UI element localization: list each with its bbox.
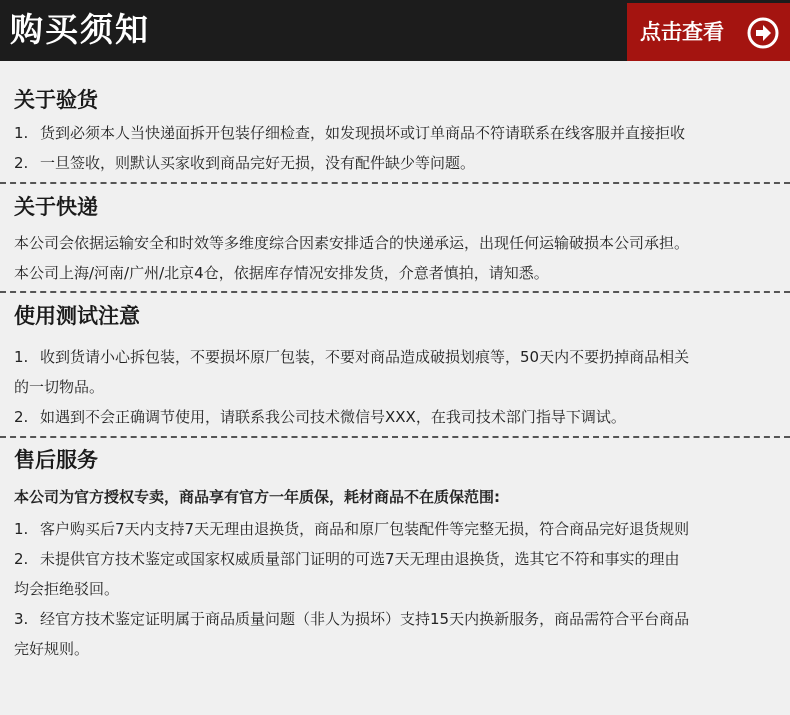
section-divider: [0, 182, 790, 184]
list-item: 1. 收到货请小心拆包装，不要损坏原厂包装，不要对商品造成破损划痕等，50天内不要扔掉商品相关: [14, 348, 690, 366]
list-item: 均会拒绝驳回。: [14, 580, 120, 598]
section-title-after-sales: 售后服务: [14, 448, 98, 472]
page-title: 购买须知: [10, 10, 150, 49]
list-item: 1. 客户购买后7天内支持7天无理由退换货，商品和原厂包装配件等完整无损，符合商品完好退货规则: [14, 520, 690, 538]
section-title-usage-testing: 使用测试注意: [14, 304, 140, 328]
section-title-inspection: 关于验货: [14, 88, 98, 112]
list-item: 完好规则。: [14, 640, 90, 658]
section-divider: [0, 291, 790, 293]
view-details-button[interactable]: [627, 3, 790, 61]
view-details-label: 点击查看: [640, 20, 724, 44]
header-bar: [0, 0, 790, 61]
list-item: 本公司为官方授权专卖，商品享有官方一年质保，耗材商品不在质保范围:: [14, 488, 501, 506]
list-item: 的一切物品。: [14, 378, 105, 396]
list-item: 本公司上海/河南/广州/北京4仓，依据库存情况安排发货，介意者慎拍，请知悉。: [14, 264, 549, 282]
list-item: 本公司会依据运输安全和时效等多维度综合因素安排适合的快递承运，出现任何运输破损本公司承担。: [14, 234, 690, 252]
list-item: 2. 一旦签收，则默认买家收到商品完好无损，没有配件缺少等问题。: [14, 154, 476, 172]
section-title-shipping: 关于快递: [14, 195, 98, 219]
list-item: 1. 货到必须本人当快递面拆开包装仔细检查，如发现损坏或订单商品不符请联系在线客服并直接拒收: [14, 124, 686, 142]
list-item: 3. 经官方技术鉴定证明属于商品质量问题（非人为损坏）支持15天内换新服务，商品需符合平台商品: [14, 610, 690, 628]
arrow-right-circle-icon: [747, 17, 779, 49]
list-item: 2. 如遇到不会正确调节使用，请联系我公司技术微信号XXX，在我司技术部门指导下调试。: [14, 408, 626, 426]
list-item: 2. 未提供官方技术鉴定或国家权威质量部门证明的可选7天无理由退换货，选其它不符和事实的理由: [14, 550, 680, 568]
section-divider: [0, 436, 790, 438]
